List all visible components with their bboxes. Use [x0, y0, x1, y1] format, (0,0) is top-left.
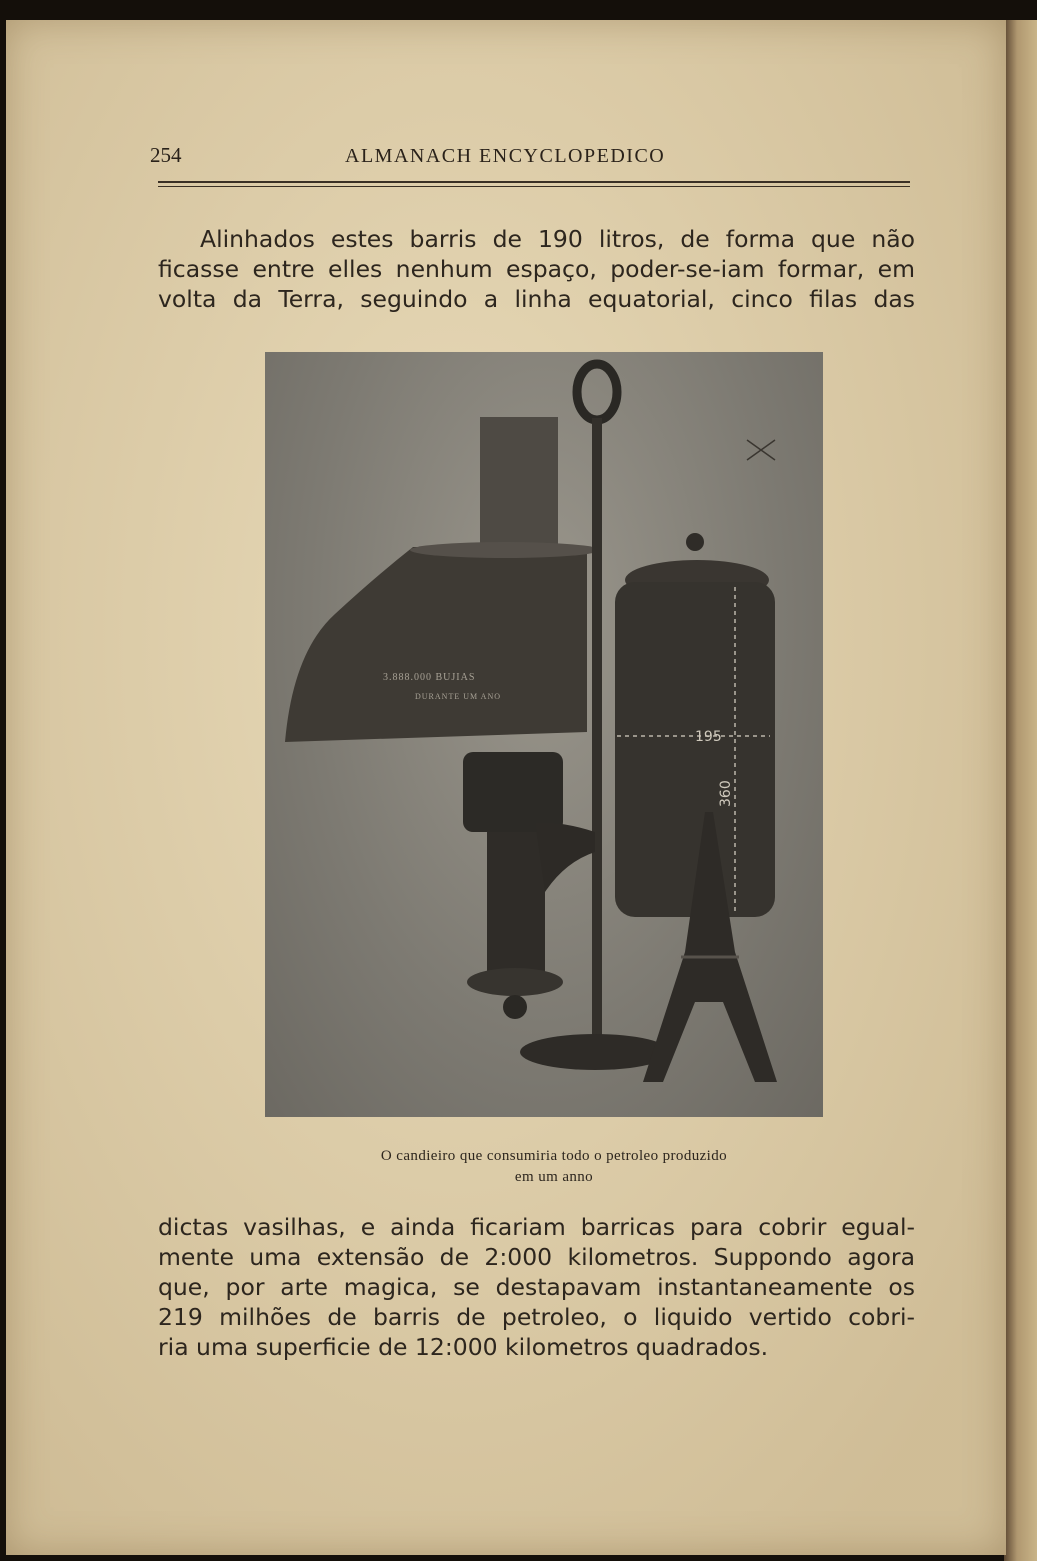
- lamp-base: [520, 1034, 670, 1070]
- header-rule-thin: [158, 186, 910, 187]
- page-header: [150, 143, 910, 183]
- lamp-rod: [592, 418, 602, 1038]
- caption-line: O candieiro que consumiria todo o petroleo produzido: [380, 1148, 728, 1164]
- oil-reservoir: [615, 582, 775, 917]
- dimension-label-height: 360: [718, 780, 734, 807]
- caption-line: em um anno: [514, 1169, 594, 1185]
- lamp-finial: [503, 995, 527, 1019]
- hanging-ring: [577, 364, 617, 420]
- lamp-drip-cup: [467, 968, 563, 996]
- lamp-burner: [463, 752, 563, 832]
- lamp-shade: [285, 547, 587, 742]
- paragraph-top: [158, 224, 915, 314]
- lamp-arm: [535, 822, 595, 892]
- text-line: 219 milhões de barris de petroleo, o liquido vertido cobri-: [158, 1303, 915, 1331]
- text-line: que, por arte magica, se destapavam instantaneamente os: [158, 1273, 915, 1301]
- lamp-shade-rim: [410, 542, 600, 558]
- figure-caption: [265, 1146, 843, 1188]
- text-line: volta da Terra, seguindo a linha equatorial, cinco filas das: [158, 285, 915, 313]
- running-title: ALMANACH ENCYCLOPEDICO: [345, 145, 666, 167]
- text-line: ria uma superficie de 12:000 kilometros quadrados.: [158, 1333, 769, 1361]
- shade-inscription-2: DURANTE UM ANO: [415, 692, 501, 701]
- adjacent-page-edge: [1004, 20, 1037, 1561]
- pencil-x-mark: [747, 440, 775, 460]
- paragraph-bottom: [158, 1212, 915, 1362]
- lamp-font: [487, 832, 545, 972]
- lamp-drawing: [265, 352, 823, 1117]
- dimension-label-width: 195: [695, 729, 722, 745]
- text-line: Alinhados estes barris de 190 litros, de forma que não: [200, 225, 915, 253]
- shade-inscription-1: 3.888.000 BUJIAS: [383, 672, 476, 683]
- text-line: dictas vasilhas, e ainda ficariam barricas para cobrir egual-: [158, 1213, 915, 1241]
- header-rule: [158, 181, 910, 183]
- text-line: ficasse entre elles nenhum espaço, poder-se-iam formar, em: [158, 255, 915, 283]
- page-number: 254: [150, 143, 182, 167]
- reservoir-knob: [686, 533, 704, 551]
- text-line: mente uma extensão de 2:000 kilometros. Suppondo agora: [158, 1243, 915, 1271]
- lamp-chimney: [480, 417, 558, 557]
- lamp-illustration: [265, 352, 823, 1117]
